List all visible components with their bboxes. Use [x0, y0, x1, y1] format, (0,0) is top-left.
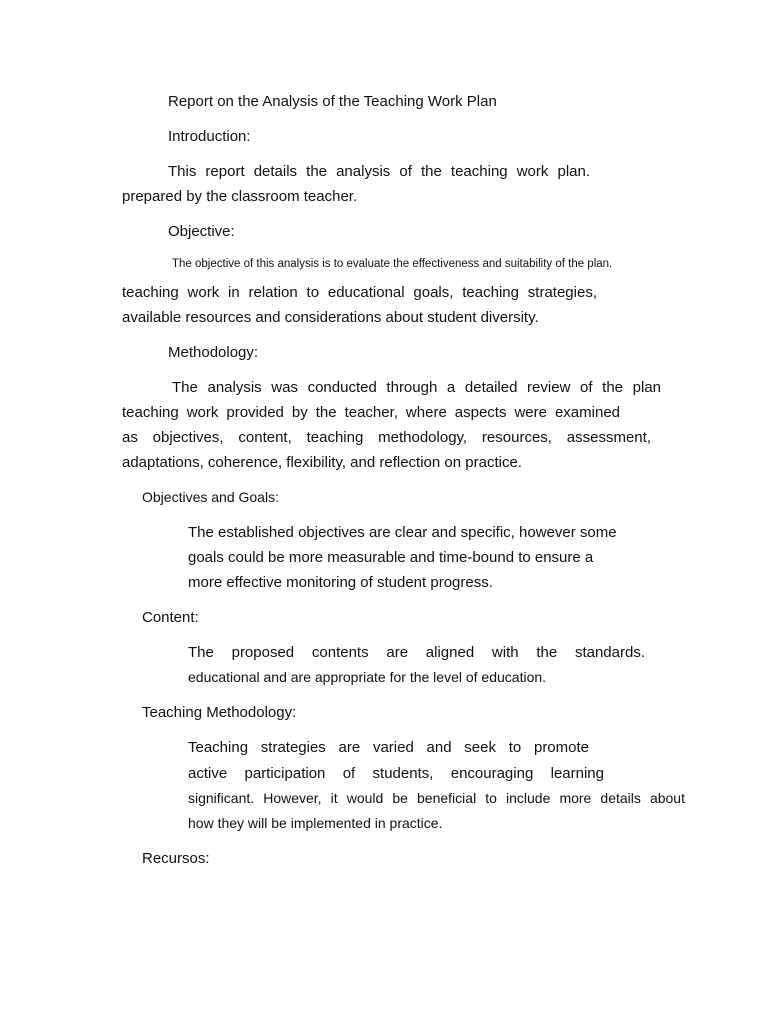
- objectives-goals-line-2: goals could be more measurable and time-bound to ensure a: [188, 549, 594, 566]
- objective-line-3: available resources and considerations about student diversity.: [122, 309, 539, 326]
- report-title: Report on the Analysis of the Teaching Work Plan: [168, 93, 497, 110]
- introduction-line-2: prepared by the classroom teacher.: [122, 188, 358, 205]
- teaching-methodology-line-2: active participation of students, encouraging learning: [188, 765, 604, 782]
- content-line-1: The proposed contents are aligned with the standards.: [188, 644, 645, 661]
- methodology-line-3: as objectives, content, teaching methodology, resources, assessment,: [122, 429, 651, 446]
- methodology-line-2: teaching work provided by the teacher, where aspects were examined: [122, 404, 620, 421]
- teaching-methodology-line-3: significant. However, it would be beneficial to include more details about: [188, 790, 685, 806]
- objective-line-2: teaching work in relation to educational goals, teaching strategies,: [122, 284, 597, 301]
- resources-heading: Recursos:: [142, 850, 210, 867]
- content-line-2: educational and are appropriate for the level of education.: [188, 669, 547, 685]
- teaching-methodology-line-1: Teaching strategies are varied and seek to promote: [188, 739, 589, 756]
- teaching-methodology-line-4: how they will be implemented in practice.: [188, 815, 443, 831]
- objectives-goals-line-1: The established objectives are clear and specific, however some: [188, 524, 617, 541]
- teaching-methodology-heading: Teaching Methodology:: [142, 704, 297, 721]
- methodology-line-4: adaptations, coherence, flexibility, and reflection on practice.: [122, 454, 522, 471]
- introduction-line-1: This report details the analysis of the teaching work plan.: [168, 163, 590, 180]
- content-heading: Content:: [142, 609, 199, 626]
- methodology-line-1: The analysis was conducted through a detailed review of the plan: [172, 379, 661, 396]
- objectives-goals-heading: Objectives and Goals:: [142, 489, 279, 505]
- methodology-heading: Methodology:: [168, 344, 259, 361]
- objective-heading: Objective:: [168, 223, 235, 240]
- objectives-goals-line-3: more effective monitoring of student progress.: [188, 574, 493, 591]
- objective-line-1: The objective of this analysis is to evaluate the effectiveness and suitability of the plan.: [172, 258, 613, 270]
- introduction-heading: Introduction:: [168, 128, 251, 145]
